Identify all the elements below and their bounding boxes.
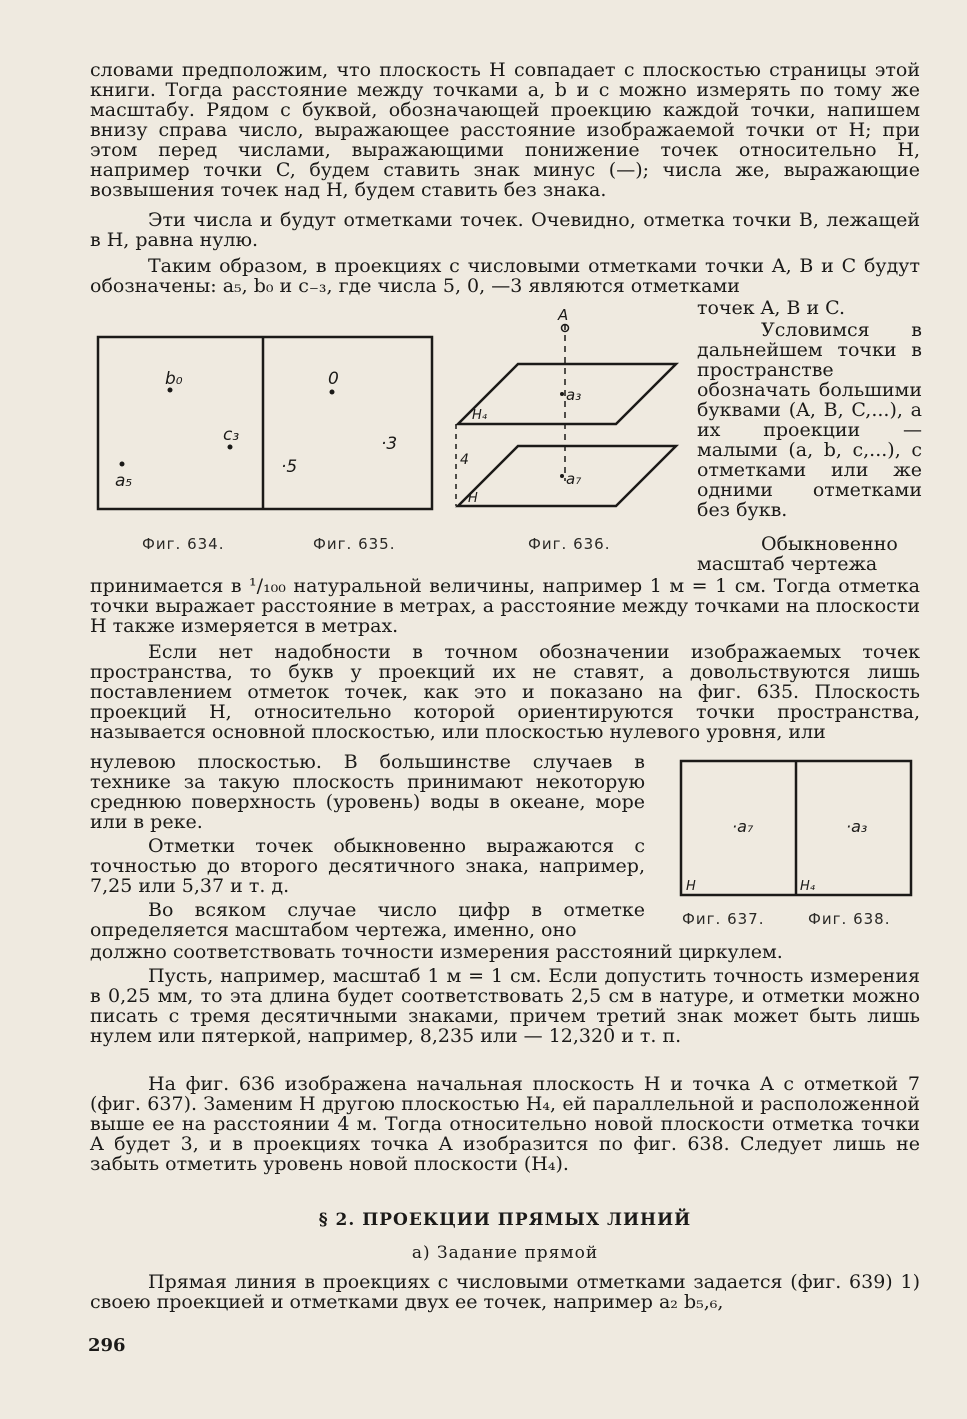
paragraph-7: принимается в ¹/₁₀₀ натуральной величины, например 1 м = 1 см. Тогда отметка точки выражает расстояние в метрах, а расстояние между точками на плоскости H также измеряется в метрах. xyxy=(90,575,920,637)
fig635-label-5: ·5 xyxy=(281,457,298,477)
fig638-label-a3: ·a₃ xyxy=(846,817,868,836)
paragraph-9: нулевою плоскостью. В большинстве случаев в технике за такую плоскость принимают некоторую среднюю поверхность (уровень) воды в океане, море или в реке. xyxy=(90,751,645,833)
fig636-label-a7: a₇ xyxy=(566,470,582,488)
paragraph-10: Отметки точек обыкновенно выражаются с точностью до второго десятичного знака, например, 7,25 или 5,37 и т. д. xyxy=(90,835,645,897)
fig637-label-a7: ·a₇ xyxy=(732,817,754,836)
section-subheading: а) Задание прямой xyxy=(411,1243,599,1263)
fig634-label-a: a₅ xyxy=(115,471,133,491)
fig634-label-b: b₀ xyxy=(165,369,183,389)
figure-634-635 xyxy=(95,334,435,512)
section-heading: § 2. ПРОЕКЦИИ ПРЯМЫХ ЛИНИЙ xyxy=(318,1210,692,1230)
paragraph-3: Таким образом, в проекциях с числовыми отметками точки A, B и C будут обозначены: a₅, b₀ и c₋₃, где числа 5, 0, —3 являются отметками xyxy=(90,255,920,297)
figure-637-638 xyxy=(678,758,914,898)
paragraph-14: На фиг. 636 изображена начальная плоскость H и точка A с отметкой 7 (фиг. 637). Заменим H другою плоскостью H₄, ей параллельной и расположенной выше ее на расстоянии 4 м. Тогда относительно новой плоскости отметка точки A будет 3, и в проекциях точка A изобразится по фиг. 638. Следует лишь не забыть отметить уровень новой плоскости (H₄). xyxy=(90,1073,920,1175)
paragraph-5: Условимся в дальнейшем точки в пространстве обозначать большими буквами (A, B, C,...), а их проекции — малыми (a, b, c,...), с отметками или же одними отметками без букв. xyxy=(697,319,922,521)
fig638-caption: Фиг. 638. xyxy=(808,910,891,928)
fig636-label-H4: H₄ xyxy=(472,408,487,423)
paragraph-1: словами предположим, что плоскость H совпадает с плоскостью страницы этой книги. Тогда расстояние между точками a, b и c можно измерять по тому же масштабу. Рядом с буквой, обозначающей проекцию каждой точки, напишем внизу справа число, выражающее расстояние изображаемой точки от H; при этом перед числами, выражающими понижение точек относительно H, например точки C, будем ставить знак минус (—); числа же, выражающие возвышения точек над H, будем ставить без знака. xyxy=(90,59,920,201)
fig636-label-a3: a₃ xyxy=(566,386,582,404)
fig634-caption: Фиг. 634. xyxy=(142,535,225,553)
paragraph-2: Эти числа и будут отметками точек. Очевидно, отметка точки B, лежащей в H, равна нулю. xyxy=(90,209,920,251)
fig636-label-A: A xyxy=(558,306,569,324)
fig637-label-H: H xyxy=(686,879,696,894)
page-number: 296 xyxy=(88,1335,126,1356)
paragraph-15: Прямая линия в проекциях с числовыми отметками задается (фиг. 639) 1) своею проекцией и отметками двух ее точек, например a₂ b₅,₆, xyxy=(90,1271,920,1313)
paragraph-4: точек A, B и C. xyxy=(697,297,846,319)
figure-636 xyxy=(448,306,688,520)
fig636-label-H: H xyxy=(468,491,478,506)
fig636-label-4: 4 xyxy=(460,452,469,468)
fig635-label-3: ·3 xyxy=(381,434,398,454)
fig638-label-H4: H₄ xyxy=(800,879,815,894)
paragraph-11: Во всяком случае число цифр в отметке определяется масштабом чертежа, именно, оно xyxy=(90,899,645,941)
fig637-caption: Фиг. 637. xyxy=(682,910,765,928)
fig635-label-0: 0 xyxy=(328,369,339,389)
fig636-caption: Фиг. 636. xyxy=(528,535,611,553)
fig635-caption: Фиг. 635. xyxy=(313,535,396,553)
paragraph-6: Обыкновенно масштаб чертежа xyxy=(697,533,898,575)
fig634-label-c: c₃ xyxy=(223,425,240,445)
paragraph-13: Пусть, например, масштаб 1 м = 1 см. Если допустить точность измерения в 0,25 мм, то эта длина будет соответствовать 2,5 см в натуре, и отметки можно писать с тремя десятичными знаками, причем третий знак может быть лишь нулем или пятеркой, например, 8,235 или — 12,320 и т. п. xyxy=(90,965,920,1047)
paragraph-8: Если нет надобности в точном обозначении изображаемых точек пространства, то букв у проекций их не ставят, а довольствуются лишь поставлением отметок точек, как это и показано на фиг. 635. Плоскость проекций H, относительно которой ориентируются точки пространства, называется основной плоскостью, или плоскостью нулевого уровня, или xyxy=(90,641,920,743)
paragraph-12: должно соответствовать точности измерения расстояний циркулем. xyxy=(90,941,783,963)
